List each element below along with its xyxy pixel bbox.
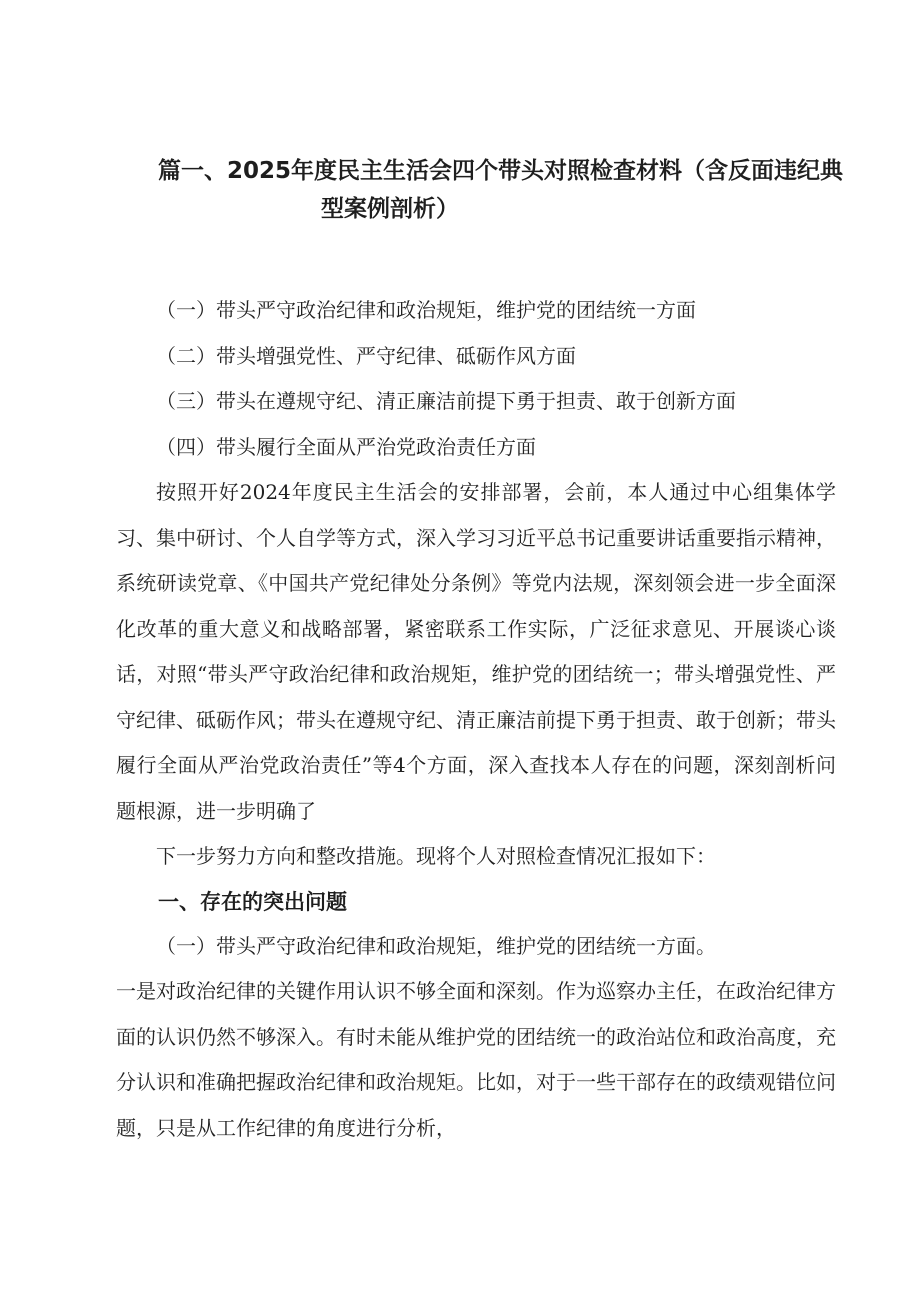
document-title — [158, 152, 844, 228]
title-line-1: 篇一、2025年度民主生活会四个带头对照检查材料（含反面违纪典 — [158, 158, 844, 184]
outline-item-2: （二）带头增强党性、严守纪律、砥砺作风方面 — [156, 343, 576, 368]
section-heading: 一、存在的突出问题 — [158, 889, 347, 914]
outline-item-4: （四）带头履行全面从严治党政治责任方面 — [156, 434, 536, 459]
problem-paragraph: 一是对政治纪律的关键作用认识不够全面和深刻。作为巡察办主任，在政治纪律方面的认识仍然不够深入。有时未能从维护党的团结统一的政治站位和政治高度，充分认识和准确把握政治纪律和政治规矩。比如，对于一些干部存在的政绩观错位问题，只是从工作纪律的角度进行分析， — [116, 979, 836, 1140]
outline-item-1: （一）带头严守政治纪律和政治规矩，维护党的团结统一方面 — [156, 298, 696, 322]
next-paragraph: 下一步努力方向和整改措施。现将个人对照检查情况汇报如下： — [156, 844, 716, 868]
subsection-heading: （一）带头严守政治纪律和政治规矩，维护党的团结统一方面。 — [156, 933, 716, 958]
intro-paragraph: 按照开好2024年度民主生活会的安排部署，会前，本人通过中心组集体学习、集中研讨、个人自学等方式，深入学习习近平总书记重要讲话重要指示精神，系统研读党章、《中国共产党纪律处分条例》等党内法规，深刻领会进一步全面深化改革的重大意义和战略部署，紧密联系工作实际，广泛征求意见、开展谈心谈话，对照“带头严守政治纪律和政治规矩，维护党的团结统一；带头增强党性、严守纪律、砥砺作风；带头在遵规守纪、清正廉洁前提下勇于担责、敢于创新；带头履行全面从严治党政治责任”等4个方面，深入查找本人存在的问题，深刻剖析问题根源，进一步明确了 — [116, 480, 836, 823]
document-body — [116, 288, 836, 1151]
title-line-2: 型案例剖析） — [321, 196, 459, 222]
outline-item-3: （三）带头在遵规守纪、清正廉洁前提下勇于担责、敢于创新方面 — [156, 389, 736, 413]
